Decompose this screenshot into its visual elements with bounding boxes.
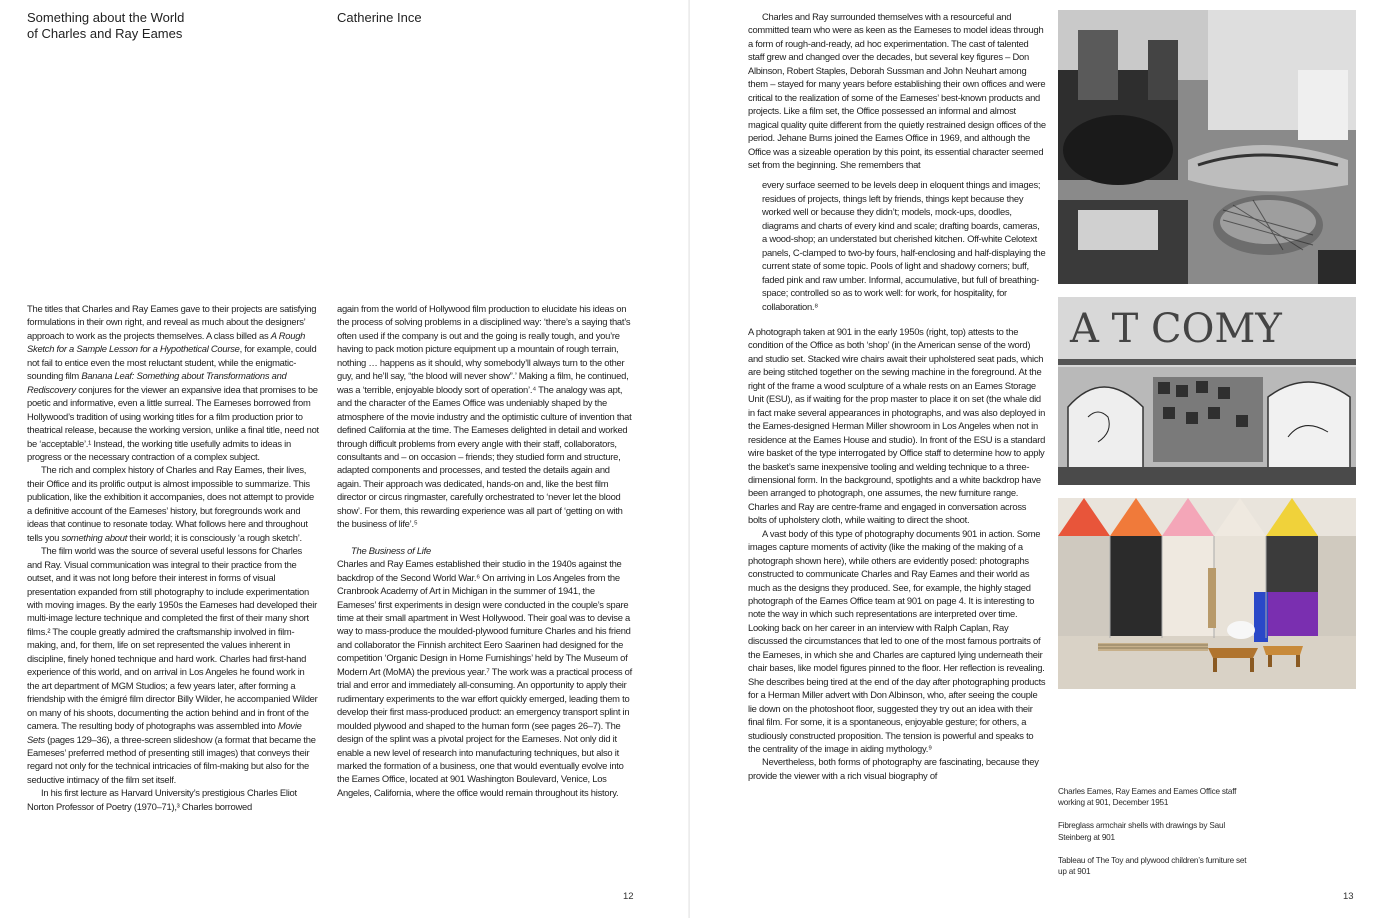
toy-photo-image bbox=[1058, 498, 1356, 689]
caption-photo-3: Tableau of The Toy and plywood children’s furniture set up at 901 bbox=[1058, 855, 1247, 877]
photo-eames-office-workshop bbox=[1058, 10, 1356, 284]
armchair-photo-image bbox=[1058, 297, 1356, 485]
caption-photo-1: Charles Eames, Ray Eames and Eames Office staff working at 901, December 1951 bbox=[1058, 787, 1237, 808]
page-number: 13 bbox=[1343, 891, 1354, 902]
left-column-1 bbox=[27, 302, 319, 813]
author-name: Catherine Ince bbox=[337, 10, 422, 25]
italic-text: something about bbox=[61, 531, 128, 543]
left-column-2 bbox=[337, 302, 635, 799]
title-line-2: of Charles and Ray Eames bbox=[27, 26, 183, 41]
italic-title: Movie Sets bbox=[27, 720, 302, 745]
paragraph: A photograph taken at 901 in the early 1950s (right, top) attests to the condition of the Office as both ‘shop’ (in the American sense of the word) and studio set. Stacked wire chairs await their upholstered seat pads, which are being stitched together on the sewing machine in the foreground. At the right of the frame a wood sculpture of a whale rests on an Eames Storage Unit (ESU), as if waiting for the prop master to place it on set (the whale did in fact make several appearances in photographs, and was also deployed in the Eames-designed Herman Miller showroom in Los Angeles when not in residence at the Eames House and studio). In front of the ESU is a standard wire basket of the type interrogated by Office staff to determine how to apply the basket’s same inexpensive tooling and welding technique to a three-dimensional form. In the background, spotlights and a white backdrop have been arranged to photograph, one assumes, the new furniture range. Charles and Ray are centre-frame and engaged in conversation across bolts of upholstery cloth, while waiting to direct the shoot. bbox=[748, 325, 1046, 526]
paragraph: The rich and complex history of Charles and Ray Eames, their lives, their Office and its prolific output is almost impossible to summarize. This publication, like the exhibition it accompanies, does not attempt to provide a definitive account of the Eameses’ history, but foregrounds work and ideas that continue to resonate today. What follows here and throughout tells you something about their world; it is consciously ‘a rough sketch’. bbox=[27, 464, 314, 543]
right-column-1 bbox=[748, 10, 1046, 782]
paragraph: Charles and Ray surrounded themselves with a resourceful and committed team who were as keen as the Eameses to model ideas through a form of rough-and-ready, ad hoc experimentation. The cast of talented staff grew and changed over the decades, but several key figures – Don Albinson, Robert Staples, Deborah Sussman and John Neuhart among them – stayed for many years before establishing their own offices and were critical to the realization of some of the Eameses’ best-known products and projects. Like a film set, the Office possessed an informal and almost magical quality quite different from the quietly restrained design offices of the period. Jehane Burns joined the Eames Office in 1969, and although the Office was a sizeable operation by this point, its essential character seemed set from the beginning. She remembers that bbox=[748, 11, 1046, 170]
photo-captions bbox=[1058, 786, 1248, 889]
photo-toy-tableau bbox=[1058, 498, 1356, 689]
paragraph: In his first lecture as Harvard University’s prestigious Charles Eliot Norton Professor of Poetry (1970–71),³ Charles borrowed bbox=[27, 787, 297, 812]
paragraph: The titles that Charles and Ray Eames gave to their projects are satisfying formulations in their own right, and reveal as much about the designers’ approach to work as the projects themselves. A class billed as A Rough Sketch for a Sample Lesson for a Hypothetical Course, for example, could not fail to entice even the most reluctant student, while the enigmatic-sounding film Banana Leaf: Something about Transformations and Rediscovery conjures for the viewer an expansive idea that promises to be poetic and informative, even a little surreal. The Eameses borrowed from Hollywood’s tradition of using working titles for a film production prior to theatrical release, because the working version, unlike a final title, need not be ‘acceptable’.¹ Instead, the working title usefully admits to ideas in progress or the necessary contraction of a complex subject. bbox=[27, 303, 319, 462]
page-number: 12 bbox=[623, 891, 634, 902]
title-line-1: Something about the World bbox=[27, 10, 185, 25]
italic-title: A Rough Sketch for a Sample Lesson for a Hypothetical Course bbox=[27, 329, 306, 355]
block-quote: every surface seemed to be levels deep in eloquent things and images; residues of projects, things left by friends, things kept because they worked well or because they didn’t; models, mock-ups, doodles, diagrams and charts of every kind and scale; drafting boards, cameras, a wood-shop; an understated but cherished kitchen. Off-white Celotext panels, C-clamped to two-by fours, half-enclosing and half-displaying the current state of some topic. Pools of light and shadowy corners; buff, faded pink and raw umber. Informal, accumulative, but full of breathing-space; controlled so as to work well: for work, for hospitality, for collaboration.⁸ bbox=[762, 179, 1046, 312]
paragraph: Nevertheless, both forms of photography are fascinating, because they provide the viewer with a rich visual biography of bbox=[748, 756, 1039, 781]
paragraph: Charles and Ray Eames established their studio in the 1940s against the backdrop of the Second World War.⁶ On arriving in Los Angeles from the Cranbrook Academy of Art in Michigan in the summer of 1941, the Eameses’ first experiments in design were conducted in the couple’s spare time at their small apartment in West Hollywood. Their goal was to devise a way to mass-produce the moulded-plywood furniture Charles and his friend and collaborator the Finnish architect Eero Saarinen had designed for the competition ‘Organic Design in Home Furnishings’ held by The Museum of Modern Art (MoMA) the previous year.⁷ The work was a practical process of trial and error and immediately all-consuming. An opportunity to apply their rudimentary experiments to the war effort quickly emerged, leading them to develop their first mass-produced product: an emergency transport splint in moulded plywood and shaped to the human form (see pages 26–7). The design of the splint was a pivotal project for the Eameses. Not only did it enable a new level of research into manufacturing techniques, but also it marked the formation of a business, one that would eventually evolve into the Eames Office, located at 901 Washington Boulevard, Venice, Los Angeles, California, where the office would remain throughout its history. bbox=[337, 558, 632, 798]
italic-title: Banana Leaf: Something about Transformations and Rediscovery bbox=[27, 370, 287, 395]
paragraph: The film world was the source of several useful lessons for Charles and Ray. Visual communication was integral to their practice from the outset, and it was not long before their interest in forms of visual presentation expanded from still photography to include experimentation with moving images. By the early 1950s the Eameses had developed their multi-image lecture technique and completed the first of their many short films.² The couple greatly admired the craftsmanship involved in film-making, and, for them, life on set represented the values inherent in discipline, finely honed technique and hard work. Charles had first-hand experience of this world, and on arrival in Los Angeles he found work in the art department of MGM Studios; a few years later, after forming a friendship with the émigré film director Billy Wilder, he accompanied Wilder on many of his shoots, documenting the action behind and in front of the camera. The resulting body of photographs was assembled into Movie Sets (pages 129–36), a three-screen slideshow (a format that became the Eameses’ preferred method of presenting still images) that conveys their regard not only for the technical intricacies of film-making but also for the seductive intimacy of the film set itself. bbox=[27, 545, 318, 785]
running-title bbox=[27, 10, 247, 42]
paragraph: A vast body of this type of photography documents 901 in action. Some images capture moments of activity (like the making of the making of a photograph shown here), while others are evidently posed: photographs constructed to communicate Charles and Ray Eames and their world as much as the designs they produced. See, for example, the highly staged photograph of the Eames Office team at 901 on page 4. It is interesting to note the way in which such representations are interpreted over time. Looking back on her career in an interview with Ralph Caplan, Ray discussed the circumstances that led to one of the most famous portraits of the Eameses, in which she and Charles are captured lying underneath their chair bases, like model figures pinned to the floor. Her reflection is revealing. She describes being tired at the end of the day after photographing products for a Herman Miller advert with Don Albinson, who, after seeing the couple lie down on the photoshoot floor, suggested they try out an idea with their final film. For some, it is a spontaneous, enjoyable gesture; for others, a studiously constructed proposition. The tension is powerful and speaks to the centrality of the image in aiding mythology.⁹ bbox=[748, 527, 1046, 755]
section-subheading: The Business of Life bbox=[351, 544, 431, 556]
photo-sign-text: A T COMY bbox=[1070, 306, 1282, 352]
photo-armchair-shells bbox=[1058, 297, 1356, 485]
caption-photo-2: Fibreglass armchair shells with drawings by Saul Steinberg at 901 bbox=[1058, 821, 1225, 842]
workshop-photo-image bbox=[1058, 10, 1356, 284]
paragraph: again from the world of Hollywood film production to elucidate his ideas on the process of solving problems in a disciplined way: ‘there’s a saying that’s often used if the company is out and the going is really tough, and you’re having to pack motion picture equipment up a mountain of rough terrain, nothing … happens as it should, why somebody’ll always turn to the other guy, and he’ll say, “the blood will never show”.’ Making a film, he continued, was a ‘terrible, enjoyable bloody sort of operation’.⁴ The analogy was apt, and the character of the Eames Office was undeniably shaped by the atmosphere of the movie industry and the optimistic culture of invention that defined California at the time. The Eameses delighted in detail and worked through difficult problems from every angle with their staff, collaborators, consultants and – on occasion – friends; they studied form and structure, adapted components and processes, and tested the details again and again. Their approach was dedicated, hands-on and, like the best film director or circus ringmaster, carefully orchestrated to ‘never let the blood show’. For them, this rewarding experience was all part of ‘getting on with the business of life’.⁵ bbox=[337, 303, 632, 530]
